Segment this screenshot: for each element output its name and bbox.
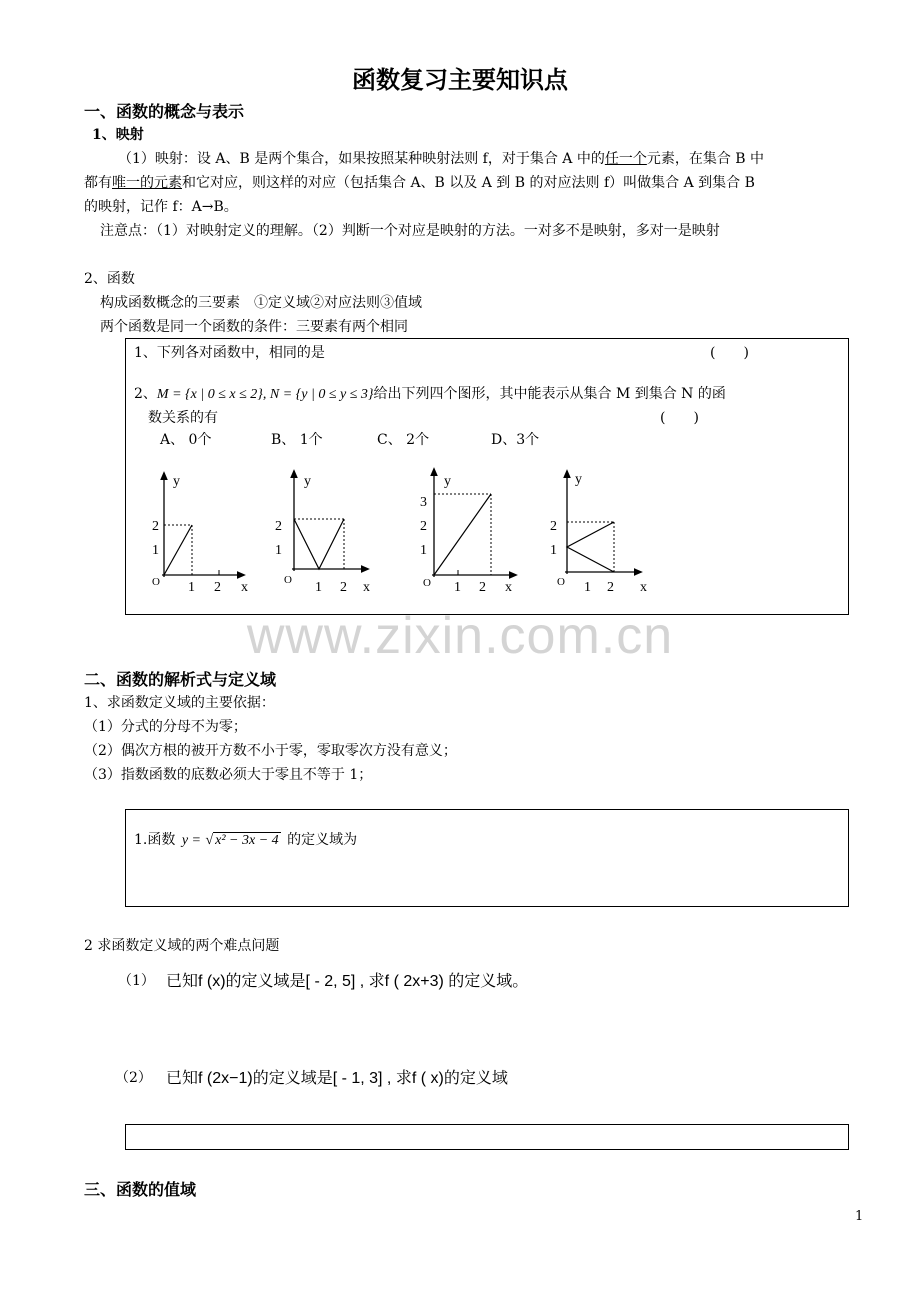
graph-d-x-label: x [640,580,647,595]
q2-set-notation: M = {x | 0 ≤ x ≤ 2}, N = {y | 0 ≤ y ≤ 3} [156,387,374,402]
graph-b-origin: O [284,574,292,586]
graph-c-y-label: y [444,474,451,489]
page-title: 函数复习主要知识点 [352,66,568,94]
answer-box [125,1124,849,1150]
same-function-condition: 两个函数是同一个函数的条件：三要素有两个相同 [100,319,408,335]
underline-unique-element: 唯一的元素 [112,175,182,191]
graph-b-x-tick-2: 2 [340,580,347,595]
graph-c-tick-1: 1 [420,543,427,558]
hard-problem-2-num: （2） [115,1070,152,1086]
graph-d [550,472,647,595]
example-1: 1.函数 y = √ x² − 3x − 4 的定义域为 [134,832,358,848]
question-1-answer-paren: ( ) [710,345,749,361]
example-1-radicand: x² − 3x − 4 [215,833,279,848]
graph-d-origin: O [557,576,565,588]
graph-a-x-tick-2: 2 [214,580,221,595]
graph-a-origin: O [152,576,160,588]
question-2-line-2: 数关系的有 [148,410,218,426]
graph-c-x-tick-1: 1 [454,580,461,595]
hard-problem-2: 已知f (2x−1)的定义域是[ - 1, 3] , 求f ( x)的定义域 [166,1070,508,1087]
graph-a-x-tick-1: 1 [188,580,195,595]
option-d: D、3个 [491,432,540,448]
question-2: 2、M = {x | 0 ≤ x ≤ 2}, N = {y | 0 ≤ y ≤ 3}给出下列四个图形，其中能表示从集合 M 到集合 N 的函 [134,386,726,402]
mapping-definition-line-2: 都有唯一的元素和它对应，则这样的对应（包括集合 A、B 以及 A 到 B 的对应法则 f）叫做集合 A 到集合 B [84,175,755,191]
example-1-y: y = [181,833,201,848]
watermark: www.zixin.com.cn [246,607,674,665]
hard-problem-1: 已知f (x)的定义域是[ - 2, 5] , 求f ( 2x+3) 的定义域。 [166,973,529,990]
underline-any-one: 任一个 [604,151,647,167]
graph-c-tick-3: 3 [420,495,427,510]
graph-a-x-label: x [241,580,248,595]
exercise-box-2 [125,809,849,907]
hard-problems: 2 求函数定义域的两个难点问题 [84,938,280,954]
domain-basis: 1、求函数定义域的主要依据： [84,695,275,711]
graph-a-tick-1: 1 [152,543,159,558]
graph-b-tick-1: 1 [275,543,282,558]
option-a: A、 0个 [160,432,212,448]
graph-c-origin: O [423,577,431,589]
question-2-answer-paren: ( ) [660,410,699,426]
section-3-heading: 三、函数的值域 [84,1180,197,1199]
graph-b-x-tick-1: 1 [315,580,322,595]
subsection-function: 2、函数 [84,271,135,287]
basis-item-1: （1）分式的分母不为零； [84,719,247,735]
mapping-definition-line-3: 的映射，记作 f：A→B。 [84,199,238,215]
basis-item-2: （2）偶次方根的被开方数不小于零，零取零次方没有意义； [84,743,457,759]
graph-d-tick-2: 2 [550,519,557,534]
exercise-box-1 [125,338,849,615]
section-1-heading: 一、函数的概念与表示 [84,102,245,121]
graph-d-y-label: y [575,472,582,487]
graph-a-tick-2: 2 [152,519,159,534]
basis-item-3: （3）指数函数的底数必须大于零且不等于 1； [84,767,373,783]
graph-a-y-label: y [173,474,180,489]
graph-c [420,471,514,595]
graph-c-tick-2: 2 [420,519,427,534]
graph-c-x-tick-2: 2 [479,580,486,595]
mapping-definition-line-1: （1）映射：设 A、B 是两个集合，如果按照某种映射法则 f，对于集合 A 中的任一个元素，在集合 B 中 [118,151,765,167]
question-1: 1、下列各对函数中，相同的是 [134,345,325,361]
graph-b [275,473,370,595]
three-elements: 构成函数概念的三要素 ①定义域②对应法则③值域 [100,295,422,311]
graph-b-x-label: x [363,580,370,595]
graph-c-x-label: x [505,580,512,595]
mapping-note: 注意点：（1）对映射定义的理解。（2）判断一个对应是映射的方法。一对多不是映射，多对一是映射 [100,223,720,239]
subsection-mapping: 1、映射 [92,127,144,143]
graph-b-tick-2: 2 [275,519,282,534]
four-graphs [126,339,848,614]
option-c: C、 2个 [377,432,430,448]
graph-d-tick-1: 1 [550,543,557,558]
hard-problem-1-num: （1） [118,973,155,989]
graph-d-x-tick-1: 1 [584,580,591,595]
graph-b-y-label: y [304,474,311,489]
option-b: B、 1个 [271,432,323,448]
page-number: 1 [855,1209,864,1224]
graph-d-x-tick-2: 2 [607,580,614,595]
graph-a [152,474,248,595]
section-2-heading: 二、函数的解析式与定义域 [84,670,277,689]
